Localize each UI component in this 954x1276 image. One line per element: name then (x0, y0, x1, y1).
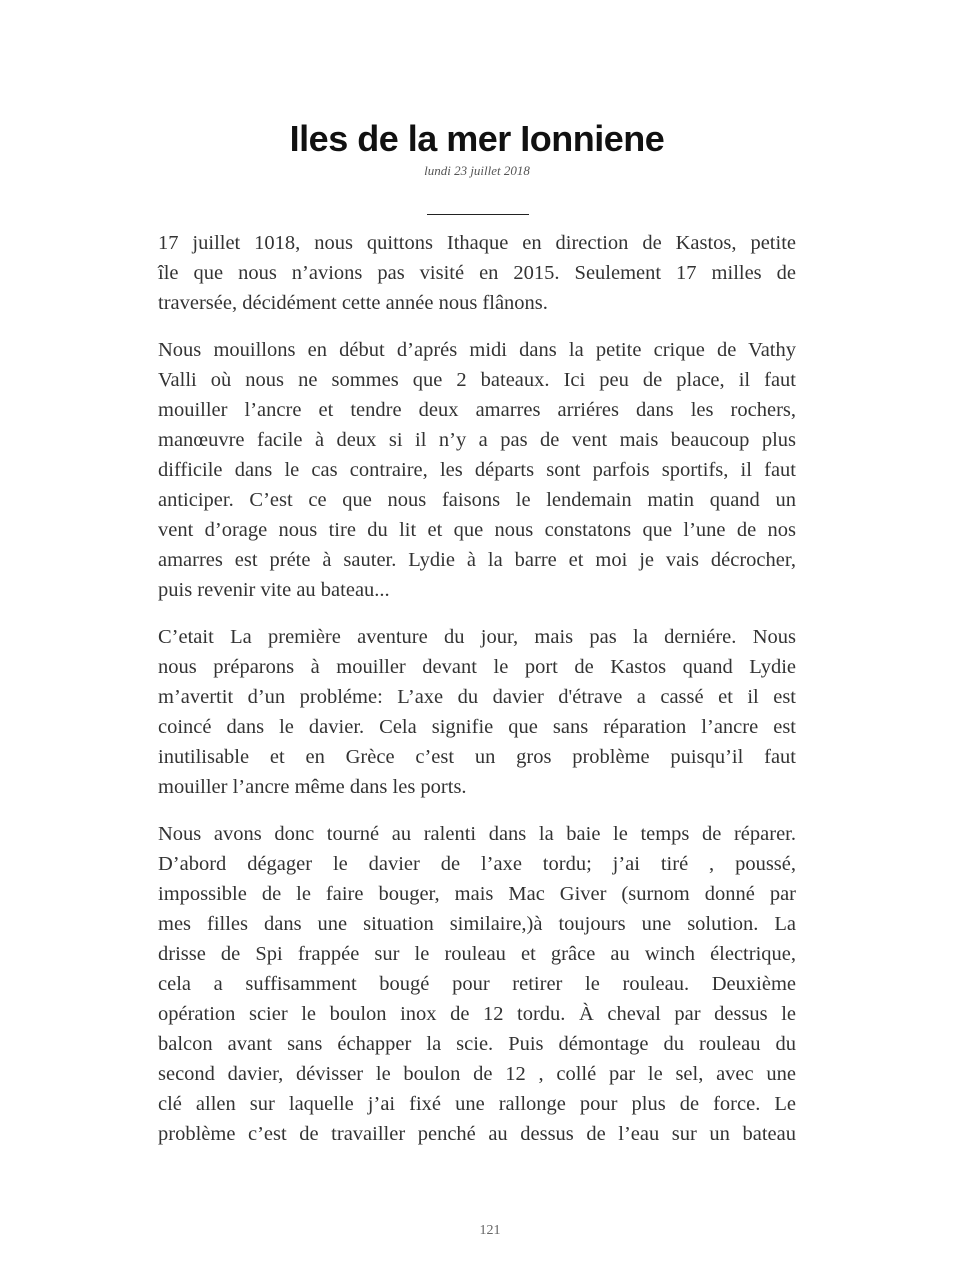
text-line: m’avertit d’un probléme: L’axe du davier d'étrave a cassé et il est (158, 686, 796, 708)
text-line: mouiller l’ancre et tendre deux amarres arriéres dans les rochers, (158, 399, 796, 421)
text-line: D’abord dégager le davier de l’axe tordu; j’ai tiré , poussé, (158, 853, 796, 875)
text-line: balcon avant sans échapper la scie. Puis démontage du rouleau du (158, 1033, 796, 1055)
text-line: impossible de le faire bouger, mais Mac Giver (surnom donné par (158, 883, 796, 905)
text-line: traversée, décidément cette année nous flânons. (158, 292, 548, 314)
text-line: amarres est préte à sauter. Lydie à la barre et moi je vais décrocher, (158, 549, 796, 571)
paragraph (158, 335, 796, 605)
text-line: île que nous n’avions pas visité en 2015. Seulement 17 milles de (158, 262, 796, 284)
text-line: drisse de Spi frappée sur le rouleau et grâce au winch électrique, (158, 943, 796, 965)
text-line: Nous mouillons en début d’aprés midi dans la petite crique de Vathy (158, 339, 796, 361)
text-line: second davier, dévisser le boulon de 12 , collé par le sel, avec une (158, 1063, 796, 1085)
text-line: clé allen sur laquelle j’ai fixé une rallonge pour plus de force. Le (158, 1093, 796, 1115)
text-line: difficile dans le cas contraire, les départs sont parfois sportifs, il faut (158, 459, 796, 481)
text-line: opération scier le boulon inox de 12 tordu. À cheval par dessus le (158, 1003, 796, 1025)
text-line: problème c’est de travailler penché au dessus de l’eau sur un bateau (158, 1123, 796, 1145)
text-line: mouiller l’ancre même dans les ports. (158, 776, 467, 798)
text-line: Nous avons donc tourné au ralenti dans la baie le temps de réparer. (158, 823, 796, 845)
article-body (158, 228, 796, 1166)
text-line: C’etait La première aventure du jour, mais pas la derniére. Nous (158, 626, 796, 648)
post-date: lundi 23 juillet 2018 (424, 163, 530, 178)
text-line: 17 juillet 1018, nous quittons Ithaque en direction de Kastos, petite (158, 232, 796, 254)
paragraph (158, 622, 796, 802)
text-line: vent d’orage nous tire du lit et que nous constatons que l’une de nos (158, 519, 796, 541)
text-line: puis revenir vite au bateau... (158, 579, 390, 601)
text-line: cela a suffisamment bougé pour retirer le rouleau. Deuxième (158, 973, 796, 995)
paragraph (158, 228, 796, 318)
page-number: 121 (479, 1223, 501, 1238)
text-line: coincé dans le davier. Cela signifie que sans réparation l’ancre est (158, 716, 796, 738)
text-line: manœuvre facile à deux si il n’y a pas de vent mais beaucoup plus (158, 429, 796, 451)
text-line: nous préparons à mouiller devant le port de Kastos quand Lydie (158, 656, 796, 678)
text-line: anticiper. C’est ce que nous faisons le lendemain matin quand un (158, 489, 796, 511)
page-title: Iles de la mer Ionniene (289, 118, 665, 159)
text-line: inutilisable et en Grèce c’est un gros problème puisqu’il faut (158, 746, 796, 768)
paragraph (158, 819, 796, 1149)
text-line: Valli où nous ne sommes que 2 bateaux. Ici peu de place, il faut (158, 369, 796, 391)
divider (427, 214, 529, 215)
text-line: mes filles dans une situation similaire,)à toujours une solution. La (158, 913, 796, 935)
